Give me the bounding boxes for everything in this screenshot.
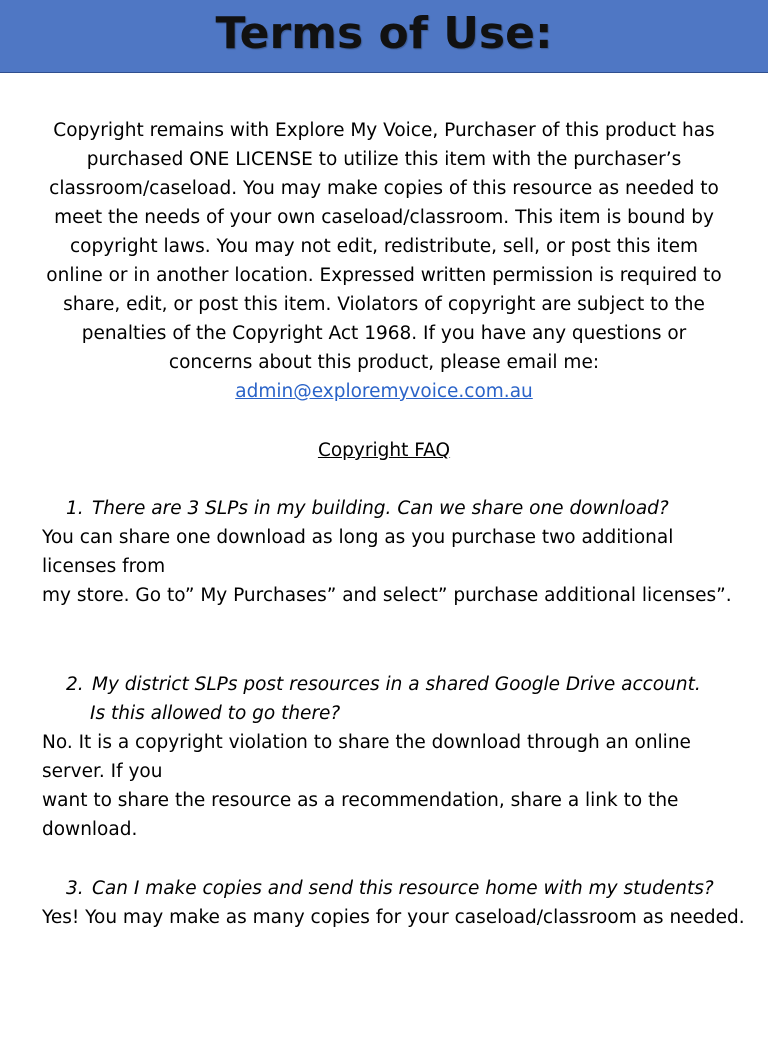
faq-answer-2-line-2: want to share the resource as a recommendation, share a link to the download.: [42, 790, 679, 840]
faq-item-1: [42, 494, 748, 610]
faq-question-1: [42, 494, 748, 523]
faq-question-text-2: My district SLPs post resources in a shared Google Drive account.: [92, 674, 701, 695]
terms-intro: [40, 116, 728, 406]
faq-item-2: [42, 670, 748, 844]
faq-number-1: 1.: [66, 498, 84, 519]
terms-paragraph: Copyright remains with Explore My Voice, Purchaser of this product has purchased ONE LICENSE to utilize this item with the purchaser’s classroom/caseload. You may make copies of this resource as needed to meet the needs of your own caseload/classroom. This item is bound by copyright laws. You may not edit, redistribute, sell, or post this item online or in another location. Expressed written permission is required to share, edit, or post this item. Violators of copyright are subject to the penalties of the Copyright Act 1968. If you have any questions or concerns about this product, please email me:: [46, 120, 722, 373]
faq-number-2: 2.: [66, 674, 84, 695]
faq-answer-2-line-1: No. It is a copyright violation to share the download through an online server. If you: [42, 732, 691, 782]
faq-answer-1-line-1: You can share one download as long as you purchase two additional licenses from: [42, 527, 674, 577]
faq-question-text-2b: Is this allowed to go there?: [90, 703, 341, 724]
faq-question-2: [42, 670, 748, 728]
faq-answer-1-line-2: my store. Go to” My Purchases” and select” purchase additional licenses”.: [42, 585, 732, 606]
faq-question-text-1: There are 3 SLPs in my building. Can we share one download?: [92, 498, 669, 519]
faq-number-3: 3.: [66, 878, 84, 899]
faq-item-3: [42, 874, 748, 932]
faq-heading: Copyright FAQ: [317, 440, 451, 461]
title-bar: [0, 0, 768, 73]
faq-question-text-3: Can I make copies and send this resource home with my students?: [92, 878, 714, 899]
faq-answer-3-line-1: Yes! You may make as many copies for your caseload/classroom as needed.: [42, 907, 745, 928]
email-link[interactable]: admin@exploremyvoice.com.au: [235, 381, 533, 402]
faq-question-3: [42, 874, 748, 903]
page-title: Terms of Use:: [215, 8, 553, 59]
